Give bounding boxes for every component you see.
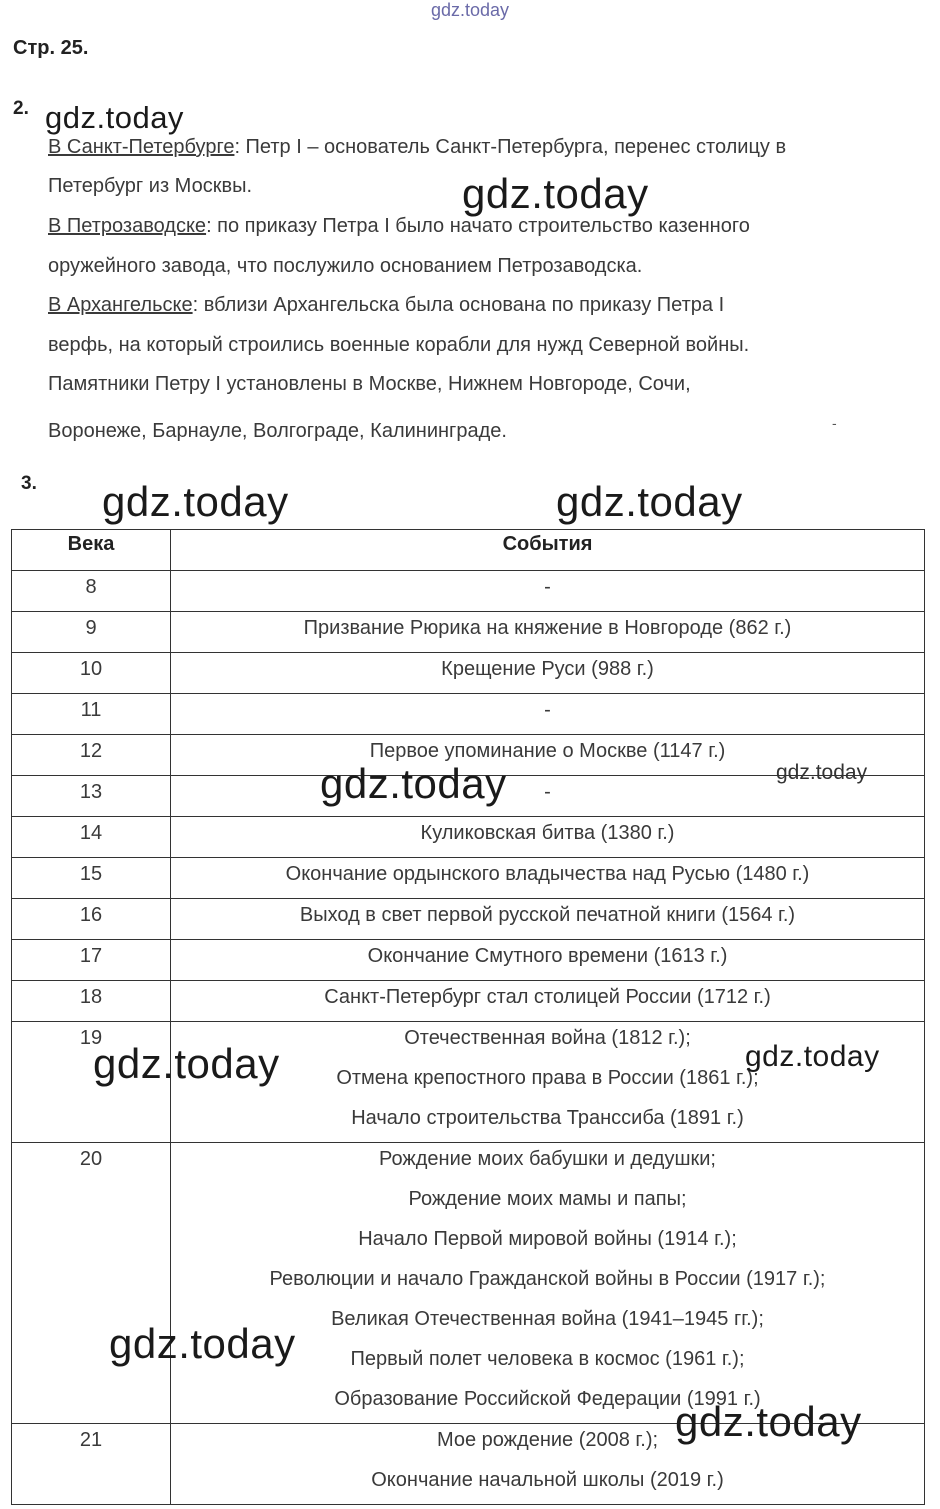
event-line: Рождение моих мамы и папы; <box>408 1188 687 1210</box>
event-line: - <box>544 781 551 803</box>
century-cell <box>12 940 171 981</box>
watermark: gdz.today <box>462 170 649 217</box>
century-value: 10 <box>79 658 103 680</box>
monuments-line-2: Воронеже, Барнауле, Волгограде, Калининграде. <box>48 420 507 442</box>
header-watermark: gdz.today <box>430 0 510 20</box>
table-row <box>12 981 925 1022</box>
spb-line <box>48 136 786 159</box>
ptz-line <box>48 215 750 238</box>
century-cell <box>12 858 171 899</box>
task-2-number: 2. <box>13 98 29 119</box>
century-cell <box>12 653 171 694</box>
event-line: - <box>544 576 551 598</box>
watermark: gdz.today <box>745 1040 880 1073</box>
table-row <box>12 940 925 981</box>
watermark: gdz.today <box>102 478 289 525</box>
event-line: Окончание ордынского владычества над Русью (1480 г.) <box>285 863 810 885</box>
event-line: Мое рождение (2008 г.); <box>436 1429 659 1451</box>
century-value: 19 <box>79 1027 103 1049</box>
event-line: Окончание Смутного времени (1613 г.) <box>367 945 728 967</box>
monuments-line-1: Памятники Петру I установлены в Москве, Нижнем Новгороде, Сочи, <box>48 373 691 395</box>
century-header: Века <box>12 530 171 571</box>
event-line: Образование Российской Федерации (1991 г.) <box>334 1388 761 1410</box>
events-cell <box>171 653 925 694</box>
century-cell <box>12 817 171 858</box>
table-row <box>12 1143 925 1424</box>
events-cell <box>171 899 925 940</box>
task-3-number: 3. <box>21 473 37 494</box>
events-cell <box>171 612 925 653</box>
event-line: Первое упоминание о Москве (1147 г.) <box>369 740 726 762</box>
event-line: Начало Первой мировой войны (1914 г.); <box>358 1228 737 1250</box>
century-cell <box>12 571 171 612</box>
arh-label: В Архангельске <box>48 294 193 316</box>
events-header: События <box>171 530 925 571</box>
century-value: 14 <box>79 822 103 844</box>
event-line: Окончание начальной школы (2019 г.) <box>371 1469 724 1491</box>
table-row <box>12 858 925 899</box>
century-value: 21 <box>79 1429 103 1451</box>
event-line: - <box>544 699 551 721</box>
events-cell <box>171 694 925 735</box>
century-cell <box>12 1143 171 1424</box>
table-row <box>12 612 925 653</box>
event-line: Великая Отечественная война (1941–1945 гг.); <box>331 1308 764 1330</box>
ptz-line-2: оружейного завода, что послужило основанием Петрозаводска. <box>48 255 643 277</box>
table-row <box>12 694 925 735</box>
events-cell <box>171 1143 925 1424</box>
table-row <box>12 817 925 858</box>
century-value: 13 <box>79 781 103 803</box>
events-cell <box>171 858 925 899</box>
arh-text: : вблизи Архангельска была основана по приказу Петра I <box>192 294 725 316</box>
century-value: 18 <box>79 986 103 1008</box>
events-cell <box>171 571 925 612</box>
spb-line-2: Петербург из Москвы. <box>48 175 252 197</box>
event-line: Революции и начало Гражданской войны в России (1917 г.); <box>269 1268 826 1290</box>
event-line: Куликовская битва (1380 г.) <box>420 822 675 844</box>
event-line: Начало строительства Транссиба (1891 г.) <box>351 1107 744 1129</box>
events-cell <box>171 940 925 981</box>
event-line: Рождение моих бабушки и дедушки; <box>379 1148 716 1170</box>
event-line: Отечественная война (1812 г.); <box>404 1027 691 1049</box>
arh-line-2: верфь, на который строились военные корабли для нужд Северной войны. <box>48 334 750 356</box>
watermark: gdz.today <box>45 100 184 135</box>
arh-line <box>48 294 724 317</box>
century-cell <box>12 899 171 940</box>
table-row <box>12 653 925 694</box>
event-line: Призвание Рюрика на княжение в Новгороде (862 г.) <box>303 617 792 639</box>
ptz-text: : по приказу Петра I было начато строительство казенного <box>206 215 750 237</box>
events-cell <box>171 817 925 858</box>
table-row <box>12 899 925 940</box>
century-cell <box>12 981 171 1022</box>
events-cell <box>171 981 925 1022</box>
watermark: gdz.today <box>556 478 743 525</box>
watermark: gdz.today <box>109 1320 296 1367</box>
century-value: 17 <box>79 945 103 967</box>
century-cell <box>12 694 171 735</box>
spb-label: В Санкт-Петербурге <box>48 136 235 158</box>
century-value: 16 <box>79 904 103 926</box>
watermark: gdz.today <box>675 1398 862 1445</box>
century-cell <box>12 1424 171 1505</box>
spb-text: : Петр I – основатель Санкт-Петербурга, перенес столицу в <box>234 136 787 158</box>
century-value: 9 <box>85 617 97 639</box>
page-title: Стр. 25. <box>13 37 89 59</box>
century-value: 20 <box>79 1148 103 1170</box>
century-value: 8 <box>85 576 97 598</box>
event-line: Отмена крепостного права в России (1861 г.); <box>336 1067 759 1089</box>
watermark: gdz.today <box>93 1040 280 1087</box>
stray-mark: - <box>832 415 837 431</box>
event-line: Выход в свет первой русской печатной книги (1564 г.) <box>299 904 796 926</box>
century-cell <box>12 776 171 817</box>
century-value: 12 <box>79 740 103 762</box>
table-header-row <box>12 530 925 571</box>
event-line: Крещение Руси (988 г.) <box>441 658 654 680</box>
century-value: 11 <box>80 699 102 721</box>
table-row <box>12 571 925 612</box>
watermark: gdz.today <box>320 760 507 807</box>
event-line: Санкт-Петербург стал столицей России (1712 г.) <box>324 986 771 1008</box>
century-value: 15 <box>79 863 103 885</box>
century-cell <box>12 612 171 653</box>
ptz-label: В Петрозаводске <box>48 215 207 237</box>
watermark: gdz.today <box>776 761 868 784</box>
event-line: Первый полет человека в космос (1961 г.); <box>350 1348 745 1370</box>
century-cell <box>12 735 171 776</box>
